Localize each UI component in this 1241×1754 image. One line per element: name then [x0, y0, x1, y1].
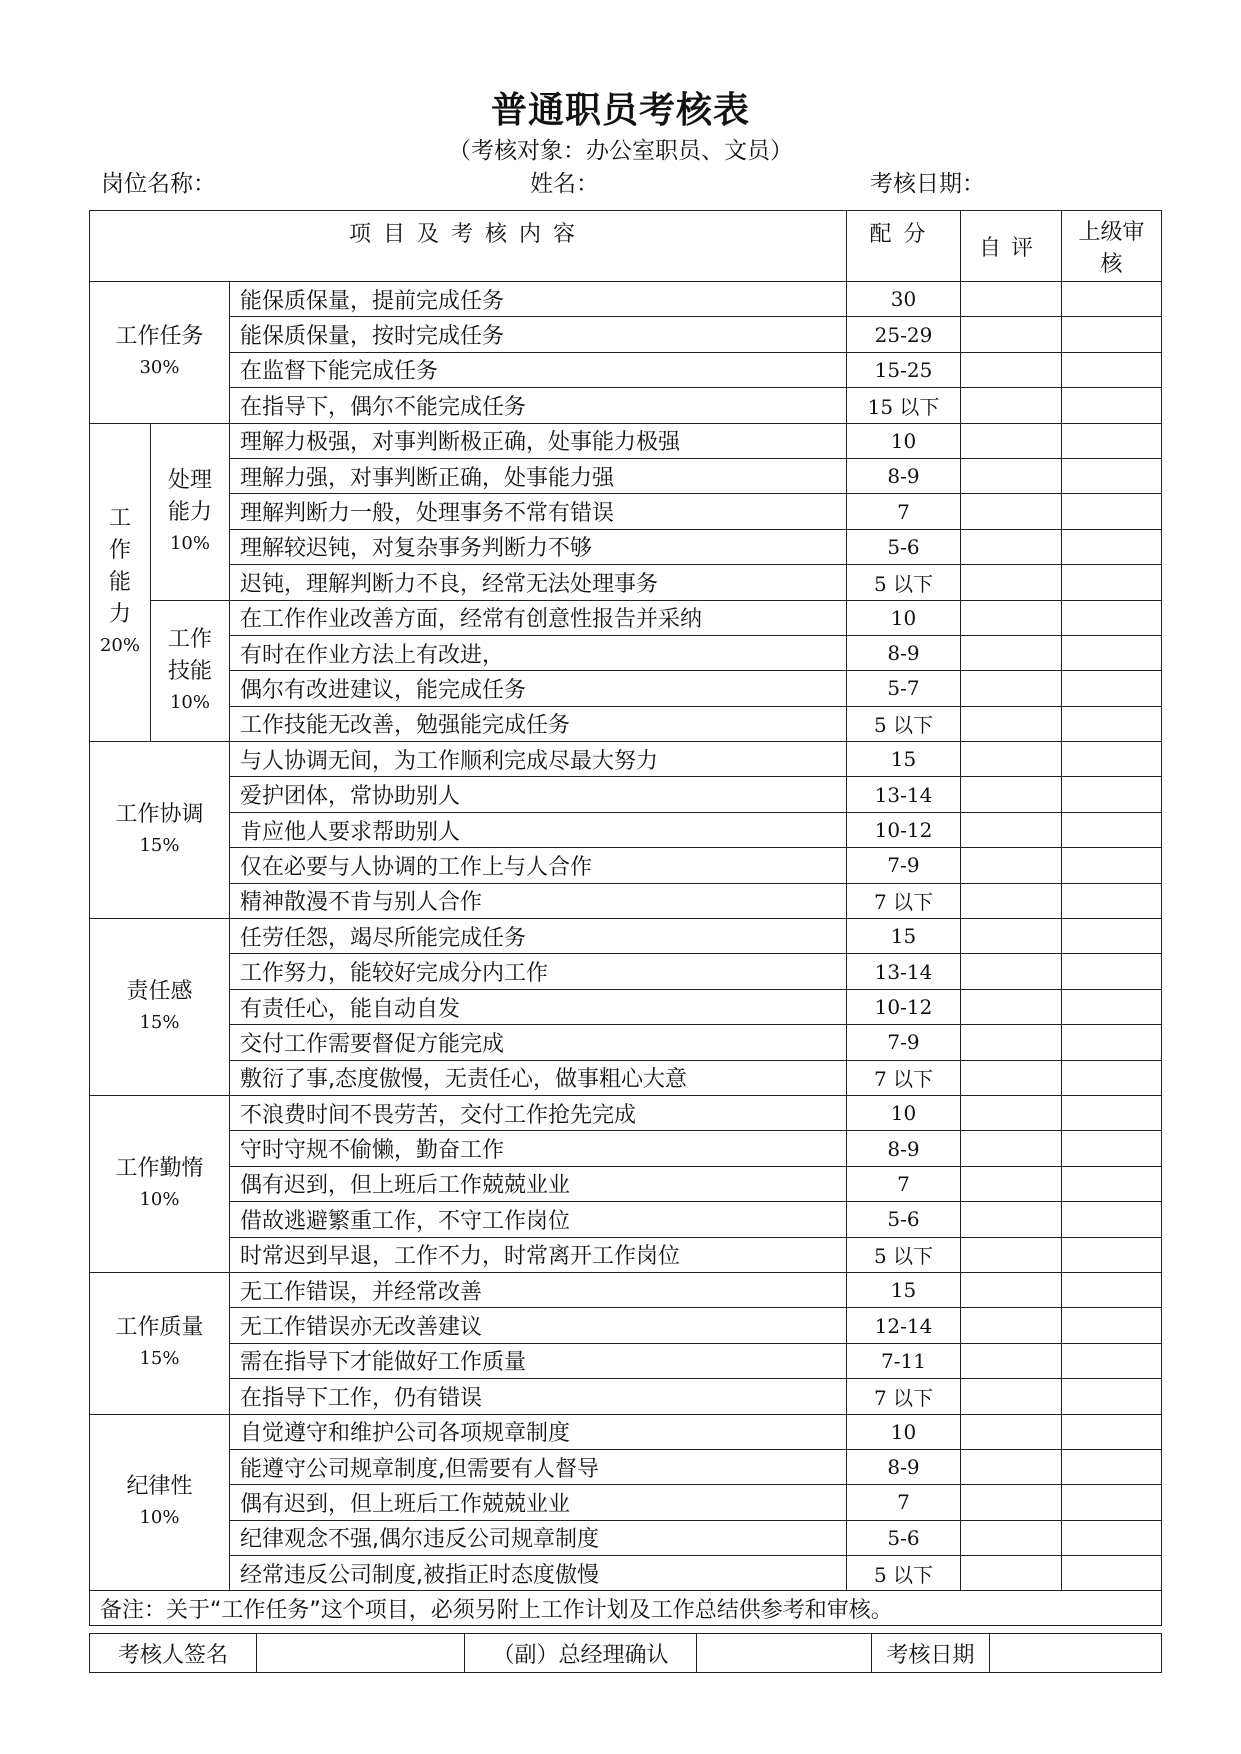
- self-eval-cell[interactable]: [961, 883, 1062, 918]
- row-desc: 肯应他人要求帮助别人: [230, 812, 847, 847]
- assessment-table: [89, 210, 1162, 1626]
- self-eval-cell[interactable]: [961, 1095, 1062, 1130]
- superior-eval-cell[interactable]: [1062, 1449, 1162, 1484]
- self-eval-cell[interactable]: [961, 494, 1062, 529]
- table-row: [90, 600, 1162, 635]
- table-row: [90, 1131, 1162, 1166]
- row-desc: 借故逃避繁重工作，不守工作岗位: [230, 1202, 847, 1237]
- category-ability-char: 工: [108, 506, 131, 532]
- row-desc: 能保质保量，提前完成任务: [230, 282, 847, 317]
- self-eval-cell[interactable]: [961, 1343, 1062, 1378]
- table-row: [90, 282, 1162, 317]
- document-title: 普通职员考核表: [490, 90, 750, 131]
- superior-eval-cell[interactable]: [1062, 989, 1162, 1024]
- row-score: 15: [847, 742, 961, 777]
- superior-eval-cell[interactable]: [1062, 1166, 1162, 1201]
- header-item: 项目及考核内容: [90, 211, 847, 282]
- row-desc: 敷衍了事,态度傲慢，无责任心，做事粗心大意: [230, 1060, 847, 1095]
- superior-eval-cell[interactable]: [1062, 1308, 1162, 1343]
- category-skill-pct: 10%: [169, 691, 210, 713]
- row-score: 7: [847, 494, 961, 529]
- table-row: [90, 388, 1162, 423]
- category-quality: [90, 1272, 230, 1414]
- superior-eval-cell[interactable]: [1062, 352, 1162, 387]
- table-row: [90, 706, 1162, 741]
- row-desc: 偶有迟到，但上班后工作兢兢业业: [230, 1166, 847, 1201]
- self-eval-cell[interactable]: [961, 352, 1062, 387]
- table-row: [90, 423, 1162, 458]
- superior-eval-cell[interactable]: [1062, 317, 1162, 352]
- row-score: 5 以下: [847, 565, 961, 600]
- note-text: 备注：关于“工作任务”这个项目，必须另附上工作计划及工作总结供参考和审核。: [90, 1591, 1162, 1626]
- row-score: 5 以下: [847, 1237, 961, 1272]
- row-desc: 有责任心，能自动自发: [230, 989, 847, 1024]
- row-desc: 经常违反公司制度,被指正时态度傲慢: [230, 1556, 847, 1591]
- row-desc: 需在指导下才能做好工作质量: [230, 1343, 847, 1378]
- signature-table: [89, 1633, 1162, 1673]
- header-superior-line2: 核: [1100, 252, 1123, 277]
- table-row: [90, 352, 1162, 387]
- category-task-name: 工作任务: [115, 324, 204, 350]
- table-row: [90, 671, 1162, 706]
- row-desc: 理解较迟钝，对复杂事务判断力不够: [230, 529, 847, 564]
- superior-eval-cell[interactable]: [1062, 1131, 1162, 1166]
- row-desc: 迟钝，理解判断力不良，经常无法处理事务: [230, 565, 847, 600]
- category-ability-pct: 20%: [99, 635, 140, 657]
- table-row: [90, 1272, 1162, 1307]
- category-skill: [151, 600, 230, 742]
- self-eval-cell[interactable]: [961, 635, 1062, 670]
- superior-eval-cell[interactable]: [1062, 954, 1162, 989]
- self-eval-cell[interactable]: [961, 706, 1062, 741]
- self-eval-cell[interactable]: [961, 954, 1062, 989]
- self-eval-cell[interactable]: [961, 777, 1062, 812]
- exam-date-field[interactable]: [990, 1634, 1162, 1673]
- row-desc: 理解力极强，对事判断极正确，处事能力极强: [230, 423, 847, 458]
- self-eval-cell[interactable]: [961, 282, 1062, 317]
- superior-eval-cell[interactable]: [1062, 848, 1162, 883]
- row-desc: 工作努力，能较好完成分内工作: [230, 954, 847, 989]
- table-row: [90, 742, 1162, 777]
- superior-eval-cell[interactable]: [1062, 1202, 1162, 1237]
- superior-eval-cell[interactable]: [1062, 1414, 1162, 1449]
- self-eval-cell[interactable]: [961, 1520, 1062, 1555]
- row-desc: 理解力强，对事判断正确，处事能力强: [230, 458, 847, 493]
- self-eval-cell[interactable]: [961, 529, 1062, 564]
- table-row: [90, 1166, 1162, 1201]
- superior-eval-cell[interactable]: [1062, 1060, 1162, 1095]
- table-row: [90, 919, 1162, 954]
- signature-row: [90, 1634, 1162, 1673]
- category-responsibility-pct: 15%: [139, 1012, 180, 1033]
- table-row: [90, 635, 1162, 670]
- row-desc: 工作技能无改善，勉强能完成任务: [230, 706, 847, 741]
- self-eval-cell[interactable]: [961, 1025, 1062, 1060]
- self-eval-cell[interactable]: [961, 1414, 1062, 1449]
- row-desc: 任劳任怨，竭尽所能完成任务: [230, 919, 847, 954]
- row-score: 10: [847, 423, 961, 458]
- superior-eval-cell[interactable]: [1062, 565, 1162, 600]
- table-row: [90, 812, 1162, 847]
- table-row: [90, 1414, 1162, 1449]
- row-desc: 无工作错误，并经常改善: [230, 1272, 847, 1307]
- table-row: [90, 1237, 1162, 1272]
- self-eval-cell[interactable]: [961, 1202, 1062, 1237]
- self-eval-cell[interactable]: [961, 1379, 1062, 1414]
- category-handling-line2: 能力: [167, 499, 212, 525]
- superior-eval-cell[interactable]: [1062, 1025, 1162, 1060]
- self-eval-cell[interactable]: [961, 671, 1062, 706]
- self-eval-cell[interactable]: [961, 848, 1062, 883]
- note-row: [90, 1591, 1162, 1626]
- self-eval-cell[interactable]: [961, 1449, 1062, 1484]
- row-score: 5-6: [847, 529, 961, 564]
- row-score: 15 以下: [847, 388, 961, 423]
- category-coordination: [90, 742, 230, 919]
- category-diligence-name: 工作勤惰: [115, 1155, 204, 1181]
- row-score: 15: [847, 1272, 961, 1307]
- category-handling-pct: 10%: [169, 532, 210, 554]
- category-task-pct: 30%: [139, 357, 180, 379]
- table-row: [90, 1095, 1162, 1130]
- row-score: 10: [847, 600, 961, 635]
- row-desc: 偶尔有改进建议，能完成任务: [230, 671, 847, 706]
- self-eval-cell[interactable]: [961, 1237, 1062, 1272]
- self-eval-cell[interactable]: [961, 1272, 1062, 1307]
- row-desc: 在监督下能完成任务: [230, 352, 847, 387]
- self-eval-cell[interactable]: [961, 388, 1062, 423]
- table-row: [90, 777, 1162, 812]
- table-row: [90, 883, 1162, 918]
- superior-eval-cell[interactable]: [1062, 635, 1162, 670]
- row-score: 8-9: [847, 458, 961, 493]
- self-eval-cell[interactable]: [961, 742, 1062, 777]
- row-score: 7: [847, 1166, 961, 1201]
- table-header-row: [90, 211, 1162, 282]
- table-row: [90, 1343, 1162, 1378]
- row-desc: 仅在必要与人协调的工作上与人合作: [230, 848, 847, 883]
- row-score: 10-12: [847, 812, 961, 847]
- row-score: 8-9: [847, 1131, 961, 1166]
- row-desc: 爱护团体，常协助别人: [230, 777, 847, 812]
- category-responsibility-name: 责任感: [126, 979, 193, 1004]
- row-desc: 在工作作业改善方面，经常有创意性报告并采纳: [230, 600, 847, 635]
- row-desc: 在指导下，偶尔不能完成任务: [230, 388, 847, 423]
- superior-eval-cell[interactable]: [1062, 1556, 1162, 1591]
- row-desc: 有时在作业方法上有改进，: [230, 635, 847, 670]
- self-eval-cell[interactable]: [961, 600, 1062, 635]
- category-quality-name: 工作质量: [115, 1315, 204, 1341]
- header-score: 配分: [847, 211, 961, 282]
- table-row: [90, 954, 1162, 989]
- table-row: [90, 1449, 1162, 1484]
- row-score: 7: [847, 1485, 961, 1520]
- category-ability-char: 能: [108, 570, 131, 596]
- row-desc: 守时守规不偷懒，勤奋工作: [230, 1131, 847, 1166]
- superior-eval-cell[interactable]: [1062, 777, 1162, 812]
- row-score: 7-9: [847, 848, 961, 883]
- superior-eval-cell[interactable]: [1062, 1237, 1162, 1272]
- category-skill-line1: 工作: [167, 626, 212, 652]
- row-score: 10: [847, 1095, 961, 1130]
- superior-eval-cell[interactable]: [1062, 919, 1162, 954]
- table-row: [90, 1485, 1162, 1520]
- superior-eval-cell[interactable]: [1062, 388, 1162, 423]
- category-coordination-name: 工作协调: [115, 802, 204, 828]
- table-row: [90, 317, 1162, 352]
- category-task: [90, 282, 230, 424]
- self-eval-cell[interactable]: [961, 1485, 1062, 1520]
- row-desc: 能遵守公司规章制度,但需要有人督导: [230, 1449, 847, 1484]
- examiner-signature-label: 考核人签名: [90, 1634, 257, 1673]
- superior-eval-cell[interactable]: [1062, 282, 1162, 317]
- table-row: [90, 458, 1162, 493]
- row-score: 8-9: [847, 635, 961, 670]
- table-row: [90, 1520, 1162, 1555]
- table-row: [90, 1025, 1162, 1060]
- row-desc: 自觉遵守和维护公司各项规章制度: [230, 1414, 847, 1449]
- header-self: 自评: [961, 211, 1062, 282]
- row-score: 5-6: [847, 1202, 961, 1237]
- row-desc: 无工作错误亦无改善建议: [230, 1308, 847, 1343]
- superior-eval-cell[interactable]: [1062, 742, 1162, 777]
- table-row: [90, 565, 1162, 600]
- row-desc: 纪律观念不强,偶尔违反公司规章制度: [230, 1520, 847, 1555]
- category-handling-line1: 处理: [167, 467, 212, 493]
- row-desc: 交付工作需要督促方能完成: [230, 1025, 847, 1060]
- table-row: [90, 1556, 1162, 1591]
- row-desc: 精神散漫不肯与别人合作: [230, 883, 847, 918]
- category-discipline-name: 纪律性: [126, 1474, 193, 1500]
- category-diligence: [90, 1095, 230, 1272]
- manager-confirm-label: （副）总经理确认: [465, 1634, 697, 1673]
- superior-eval-cell[interactable]: [1062, 1343, 1162, 1378]
- row-score: 30: [847, 282, 961, 317]
- self-eval-cell[interactable]: [961, 1166, 1062, 1201]
- self-eval-cell[interactable]: [961, 458, 1062, 493]
- superior-eval-cell[interactable]: [1062, 600, 1162, 635]
- superior-eval-cell[interactable]: [1062, 1272, 1162, 1307]
- row-score: 15-25: [847, 352, 961, 387]
- superior-eval-cell[interactable]: [1062, 1095, 1162, 1130]
- superior-eval-cell[interactable]: [1062, 812, 1162, 847]
- row-score: 15: [847, 919, 961, 954]
- category-discipline: [90, 1414, 230, 1591]
- table-row: [90, 529, 1162, 564]
- superior-eval-cell[interactable]: [1062, 494, 1162, 529]
- row-desc: 在指导下工作，仍有错误: [230, 1379, 847, 1414]
- superior-eval-cell[interactable]: [1062, 1520, 1162, 1555]
- table-row: [90, 848, 1162, 883]
- row-score: 7 以下: [847, 1379, 961, 1414]
- row-desc: 不浪费时间不畏劳苦，交付工作抢先完成: [230, 1095, 847, 1130]
- row-score: 7 以下: [847, 1060, 961, 1095]
- name-label: 姓名：: [530, 171, 599, 197]
- row-desc: 与人协调无间，为工作顺利完成尽最大努力: [230, 742, 847, 777]
- row-score: 7 以下: [847, 883, 961, 918]
- superior-eval-cell[interactable]: [1062, 423, 1162, 458]
- position-label: 岗位名称：: [101, 171, 216, 197]
- row-score: 13-14: [847, 777, 961, 812]
- date-label: 考核日期：: [870, 171, 985, 197]
- row-desc: 理解判断力一般，处理事务不常有错误: [230, 494, 847, 529]
- row-desc: 时常迟到早退，工作不力，时常离开工作岗位: [230, 1237, 847, 1272]
- self-eval-cell[interactable]: [961, 989, 1062, 1024]
- category-ability: [90, 423, 151, 742]
- row-score: 10-12: [847, 989, 961, 1024]
- row-score: 5-6: [847, 1520, 961, 1555]
- category-quality-pct: 15%: [139, 1348, 180, 1370]
- table-row: [90, 1308, 1162, 1343]
- table-row: [90, 1202, 1162, 1237]
- header-superior-line1: 上级审: [1078, 220, 1145, 245]
- table-row: [90, 1060, 1162, 1095]
- document-subtitle: （考核对象：办公室职员、文员）: [448, 138, 793, 164]
- row-score: 8-9: [847, 1449, 961, 1484]
- row-desc: 能保质保量，按时完成任务: [230, 317, 847, 352]
- row-score: 12-14: [847, 1308, 961, 1343]
- category-discipline-pct: 10%: [139, 1507, 180, 1529]
- table-row: [90, 1379, 1162, 1414]
- row-desc: 偶有迟到，但上班后工作兢兢业业: [230, 1485, 847, 1520]
- superior-eval-cell[interactable]: [1062, 458, 1162, 493]
- row-score: 10: [847, 1414, 961, 1449]
- self-eval-cell[interactable]: [961, 423, 1062, 458]
- superior-eval-cell[interactable]: [1062, 706, 1162, 741]
- self-eval-cell[interactable]: [961, 812, 1062, 847]
- examiner-signature-field[interactable]: [257, 1634, 465, 1673]
- superior-eval-cell[interactable]: [1062, 671, 1162, 706]
- row-score: 7-9: [847, 1025, 961, 1060]
- category-diligence-pct: 10%: [139, 1188, 180, 1210]
- category-coordination-pct: 15%: [139, 835, 180, 857]
- self-eval-cell[interactable]: [961, 1060, 1062, 1095]
- row-score: 7-11: [847, 1343, 961, 1378]
- self-eval-cell[interactable]: [961, 1308, 1062, 1343]
- superior-eval-cell[interactable]: [1062, 1485, 1162, 1520]
- row-score: 5 以下: [847, 706, 961, 741]
- category-ability-char: 力: [108, 602, 131, 628]
- table-row: [90, 989, 1162, 1024]
- row-score: 25-29: [847, 317, 961, 352]
- self-eval-cell[interactable]: [961, 565, 1062, 600]
- superior-eval-cell[interactable]: [1062, 883, 1162, 918]
- superior-eval-cell[interactable]: [1062, 529, 1162, 564]
- superior-eval-cell[interactable]: [1062, 1379, 1162, 1414]
- self-eval-cell[interactable]: [961, 919, 1062, 954]
- exam-date-label: 考核日期: [872, 1634, 990, 1673]
- category-responsibility: [90, 919, 230, 1096]
- category-handling: [151, 423, 230, 600]
- manager-confirm-field[interactable]: [697, 1634, 872, 1673]
- row-score: 5 以下: [847, 1556, 961, 1591]
- row-score: 5-7: [847, 671, 961, 706]
- self-eval-cell[interactable]: [961, 317, 1062, 352]
- table-row: [90, 494, 1162, 529]
- category-ability-char: 作: [108, 538, 131, 564]
- category-skill-line2: 技能: [167, 658, 212, 684]
- self-eval-cell[interactable]: [961, 1556, 1062, 1591]
- self-eval-cell[interactable]: [961, 1131, 1062, 1166]
- header-superior: [1062, 211, 1162, 282]
- row-score: 13-14: [847, 954, 961, 989]
